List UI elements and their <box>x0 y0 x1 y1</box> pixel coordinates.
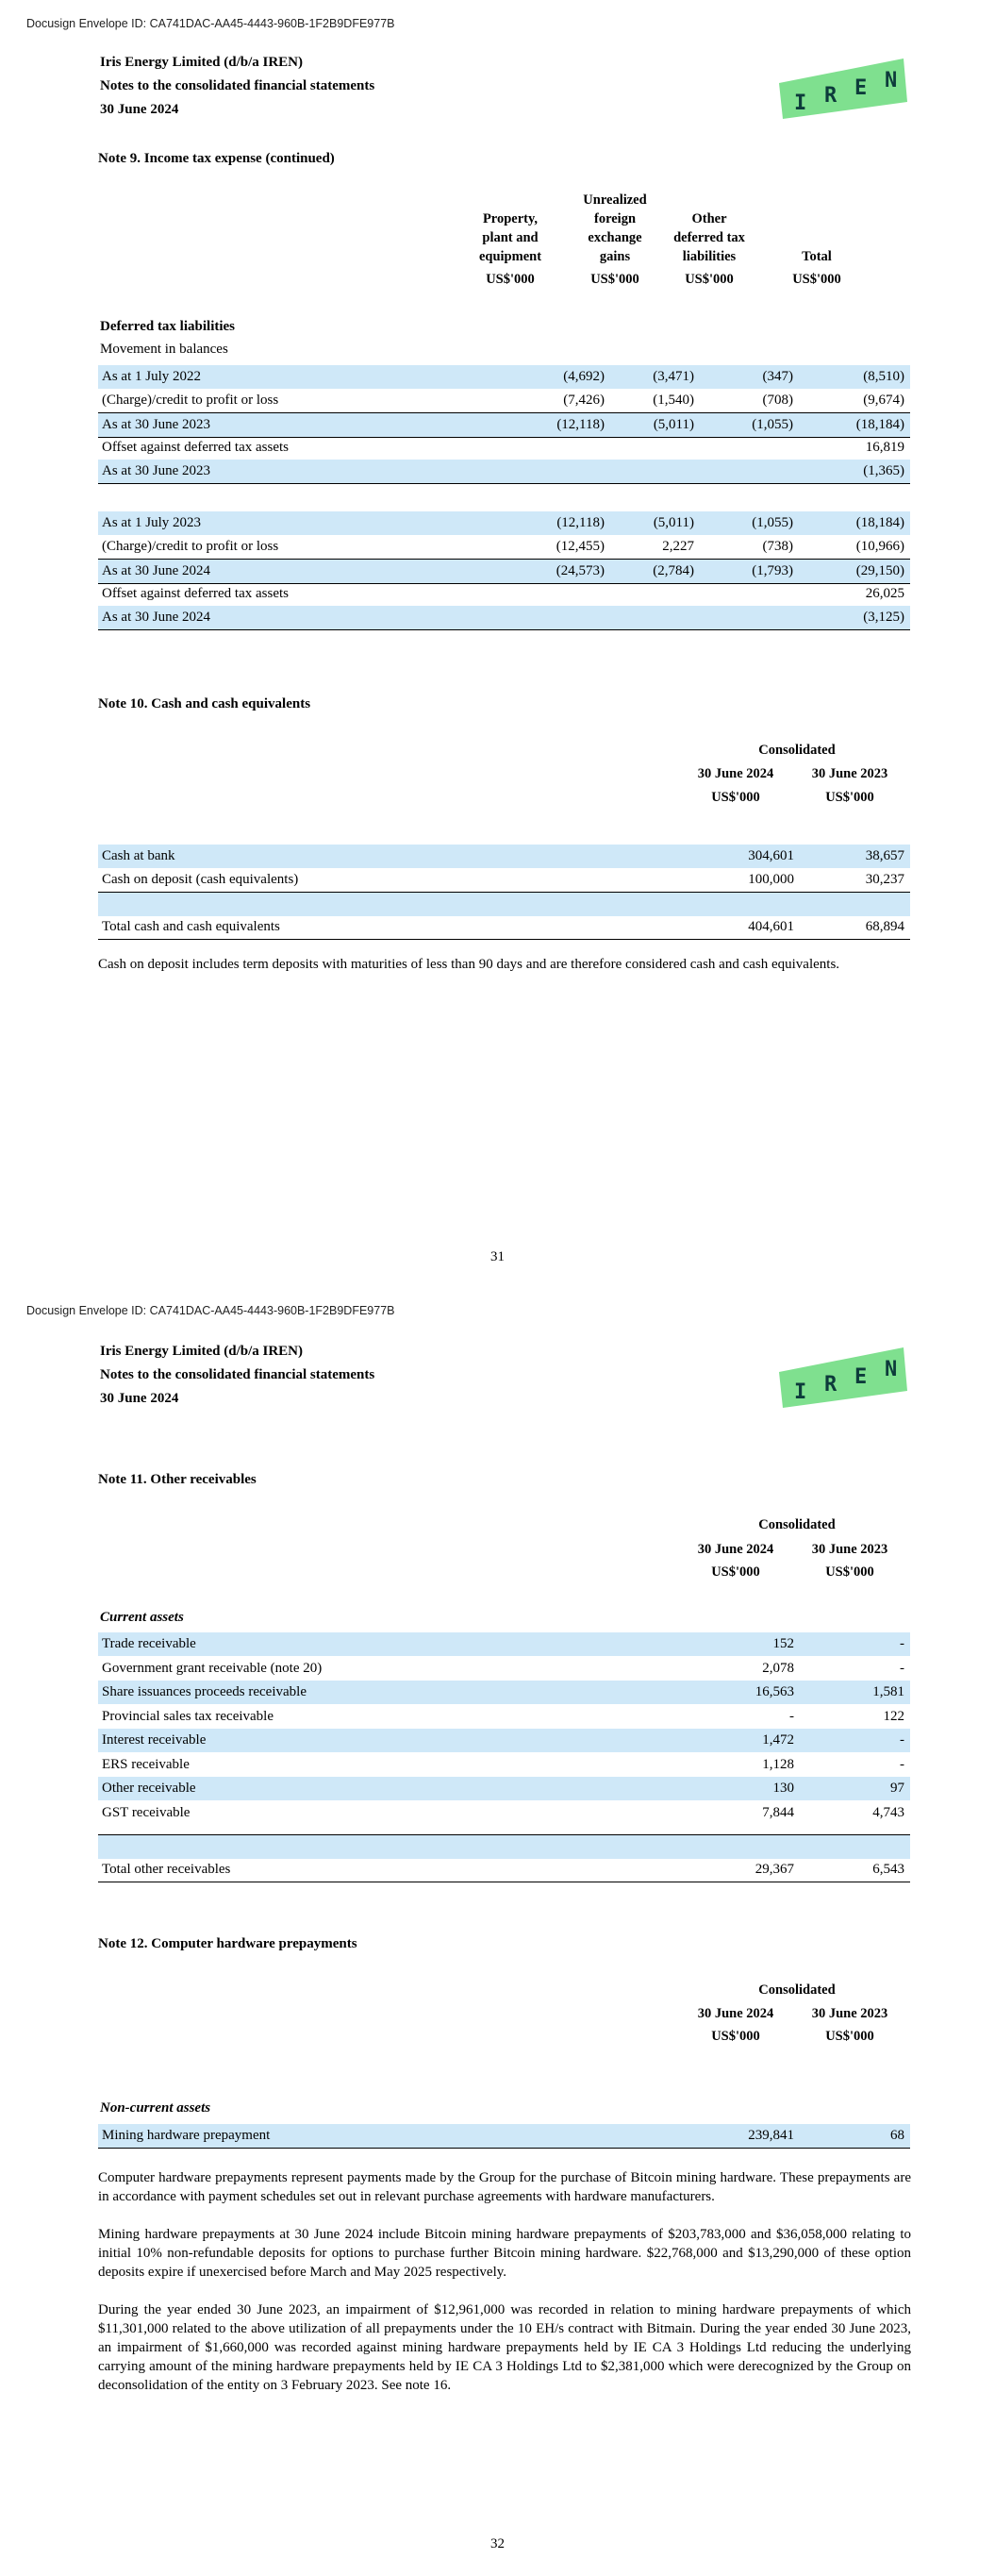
note11-row <box>98 1801 910 1825</box>
row-value: (5,011) <box>653 515 694 530</box>
spacer-band <box>98 892 910 916</box>
row-value: 1,581 <box>872 1684 904 1699</box>
row-label: As at 1 July 2022 <box>102 369 201 384</box>
col-2023-12: 30 June 2023 <box>811 2006 888 2021</box>
note9-row <box>98 460 910 484</box>
row-value: (738) <box>762 539 793 554</box>
row-label: As at 30 June 2023 <box>102 417 210 432</box>
row-value: (347) <box>762 369 793 384</box>
row-value: (1,055) <box>752 417 793 432</box>
header-date: 30 June 2024 <box>100 102 179 117</box>
row-value: 1,472 <box>762 1732 794 1748</box>
row-value: 6,543 <box>872 1862 904 1877</box>
row-value: (29,150) <box>855 563 904 578</box>
note12-paragraph-3: During the year ended 30 June 2023, an impairment of $12,961,000 was recorded in relation to mining hardware prepayments of which $11,301,000 related to the above utilization of all prepayments under the 10 EH/s contract with Bitmain. During the year ended 30 June 2023, an impairment of $1,660,000 was recorded against mining hardware prepayments held by IE CA 3 Holdings Ltd reducing the underlying carrying amount of the mining hardware prepayments held by IE CA 3 Holdings Ltd to $2,381,000 which were derecognized by the Group on deconsolidation of the entity on 3 February 2023. See note 16. <box>98 2302 911 2393</box>
note11-row <box>98 1777 910 1800</box>
row-value: (5,011) <box>653 417 694 432</box>
logo-letter: I <box>794 1380 807 1404</box>
row-value: (3,125) <box>863 610 904 625</box>
row-label: ERS receivable <box>102 1756 190 1772</box>
row-value: - <box>789 1708 794 1724</box>
col-2024: 30 June 2024 <box>697 766 774 781</box>
row-label: As at 30 June 2023 <box>102 463 210 478</box>
note9-column-header: Other deferred tax liabilities US$'000 <box>673 211 745 287</box>
row-value: 304,601 <box>748 848 794 863</box>
row-value: (9,674) <box>863 393 904 408</box>
note9-column-header: Total US$'000 <box>792 249 841 287</box>
row-value: (18,184) <box>855 515 904 530</box>
note10-title: Note 10. Cash and cash equivalents <box>98 696 311 711</box>
logo-letter: N <box>885 1358 898 1381</box>
note9-row <box>98 389 910 412</box>
row-label: (Charge)/credit to profit or loss <box>102 393 279 408</box>
note9-row <box>98 511 910 535</box>
row-value: (4,692) <box>563 369 605 384</box>
note9-row <box>98 535 910 559</box>
row-value: 16,563 <box>755 1684 794 1699</box>
row-value: 97 <box>890 1781 904 1796</box>
note12-row <box>98 2124 910 2149</box>
consolidated-label-12: Consolidated <box>758 1982 836 1998</box>
row-value: (7,426) <box>563 393 605 408</box>
note12-paragraph-2: Mining hardware prepayments at 30 June 2024 include Bitcoin mining hardware prepayments of $203,783,000 and $36,058,000 relating to initial 10% non-refundable deposits for options to purchase further Bitcoin mining hardware. $22,768,000 and $13,290,000 of these option deposits expire if unexercised before March and May 2025 respectively. <box>98 2227 911 2280</box>
row-value: (708) <box>762 393 793 408</box>
note10-footnote: Cash on deposit includes term deposits with maturities of less than 90 days and are therefore considered cash and cash equivalents. <box>98 957 840 972</box>
row-value: (12,118) <box>556 417 605 432</box>
unit-2023-11: US$'000 <box>825 1564 874 1580</box>
row-value: (1,540) <box>653 393 694 408</box>
unit-2023-12: US$'000 <box>825 2029 874 2044</box>
col-2023: 30 June 2023 <box>811 766 888 781</box>
row-value: (24,573) <box>556 563 605 578</box>
note9-row <box>98 559 910 584</box>
header-date-2: 30 June 2024 <box>100 1391 179 1406</box>
col-2024-12: 30 June 2024 <box>697 2006 774 2021</box>
note10-row <box>98 845 910 868</box>
iren-logo <box>779 55 907 119</box>
note12-section-heading: Non-current assets <box>100 2100 211 2116</box>
unit-2024-12: US$'000 <box>711 2029 760 2044</box>
row-label: Cash on deposit (cash equivalents) <box>102 872 299 887</box>
note11-row <box>98 1753 910 1777</box>
note11-row <box>98 1681 910 1704</box>
note11-total-row <box>98 1858 910 1882</box>
logo-letter: E <box>854 1365 868 1389</box>
row-label: Provincial sales tax receivable <box>102 1708 274 1724</box>
row-label: Share issuances proceeds receivable <box>102 1684 307 1699</box>
row-value: (18,184) <box>855 417 904 432</box>
row-value: 30,237 <box>865 872 904 887</box>
page-header-2 <box>100 1340 374 1411</box>
row-label: Total other receivables <box>102 1862 231 1877</box>
row-value: (1,793) <box>752 563 793 578</box>
note11-row <box>98 1729 910 1752</box>
row-value: 38,657 <box>865 848 904 863</box>
row-value: 68 <box>890 2128 904 2143</box>
row-label: Offset against deferred tax assets <box>102 440 289 455</box>
unit-2023: US$'000 <box>825 790 874 805</box>
company-name: Iris Energy Limited (d/b/a IREN) <box>100 55 304 70</box>
consolidated-label-11: Consolidated <box>758 1517 836 1532</box>
row-value: (3,471) <box>653 369 694 384</box>
spacer-band <box>98 1834 910 1859</box>
note12-paragraph-1: Computer hardware prepayments represent payments made by the Group for the purchase of Bitcoin mining hardware. These prepayments are in accordance with payment schedules set out in relevant purchase agreements with hardware manufacturers. <box>98 2170 911 2204</box>
row-label: As at 30 June 2024 <box>102 563 210 578</box>
consolidated-label: Consolidated <box>758 743 836 758</box>
logo-letter: I <box>794 92 807 115</box>
note11-title: Note 11. Other receivables <box>98 1472 257 1487</box>
page-number-32: 32 <box>490 2536 505 2551</box>
col-2024-11: 30 June 2024 <box>697 1542 774 1557</box>
row-value: - <box>900 1732 904 1748</box>
row-label: Other receivable <box>102 1781 196 1796</box>
row-value: (1,055) <box>752 515 793 530</box>
row-value: 130 <box>772 1781 794 1796</box>
note11-section-heading: Current assets <box>100 1610 184 1625</box>
row-label: Trade receivable <box>102 1636 196 1651</box>
note9-row <box>98 365 910 389</box>
logo-letter: R <box>824 84 837 108</box>
row-value: 152 <box>772 1636 794 1651</box>
note11-row <box>98 1657 910 1681</box>
unit-2024: US$'000 <box>711 790 760 805</box>
note9-column-header: Property, plant and equipment US$'000 <box>478 211 542 287</box>
page-header <box>100 51 374 122</box>
header-subtitle: Notes to the consolidated financial statements <box>100 78 375 93</box>
row-value: 29,367 <box>755 1862 794 1877</box>
logo-letter: N <box>885 69 898 92</box>
row-value: 239,841 <box>748 2128 794 2143</box>
note9-row <box>98 436 910 460</box>
note9-row <box>98 412 910 438</box>
row-label: Interest receivable <box>102 1732 207 1748</box>
row-label: (Charge)/credit to profit or loss <box>102 539 279 554</box>
logo-letter: E <box>854 76 868 100</box>
note11-row <box>98 1632 910 1656</box>
row-value: 7,844 <box>762 1804 794 1820</box>
note11-row <box>98 1705 910 1729</box>
row-label: Cash at bank <box>102 848 175 863</box>
row-value: 2,078 <box>762 1660 794 1676</box>
note9-subheading: Movement in balances <box>100 342 228 357</box>
col-2023-11: 30 June 2023 <box>811 1542 888 1557</box>
unit-2024-11: US$'000 <box>711 1564 760 1580</box>
note9-column-header: Unrealized foreign exchange gains US$'000 <box>583 192 647 287</box>
row-value: - <box>900 1636 904 1651</box>
row-value: (12,118) <box>556 515 605 530</box>
row-label: Offset against deferred tax assets <box>102 586 289 601</box>
note12-title: Note 12. Computer hardware prepayments <box>98 1936 357 1951</box>
company-name-2: Iris Energy Limited (d/b/a IREN) <box>100 1344 304 1359</box>
iren-logo-2 <box>779 1344 907 1408</box>
row-value: 68,894 <box>865 919 904 934</box>
row-label: Government grant receivable (note 20) <box>102 1660 323 1676</box>
note9-title: Note 9. Income tax expense (continued) <box>98 151 335 166</box>
note9-row <box>98 582 910 606</box>
row-value: 404,601 <box>748 919 794 934</box>
row-label: Mining hardware prepayment <box>102 2128 271 2143</box>
row-value: 122 <box>883 1708 904 1724</box>
note10-total-row <box>98 915 910 940</box>
row-label: Total cash and cash equivalents <box>102 919 280 934</box>
row-value: 2,227 <box>662 539 694 554</box>
row-value: 4,743 <box>872 1804 904 1820</box>
logo-letter: R <box>824 1373 837 1397</box>
note9-row <box>98 606 910 630</box>
row-value: 100,000 <box>748 872 794 887</box>
page-number-31: 31 <box>490 1249 505 1264</box>
note9-section-heading: Deferred tax liabilities <box>100 319 236 334</box>
row-value: - <box>900 1660 904 1676</box>
row-value: 16,819 <box>865 440 904 455</box>
row-label: As at 30 June 2024 <box>102 610 210 625</box>
header-subtitle-2: Notes to the consolidated financial statements <box>100 1367 375 1382</box>
row-label: As at 1 July 2023 <box>102 515 201 530</box>
row-value: (12,455) <box>556 539 605 554</box>
row-value: 26,025 <box>865 586 904 601</box>
note10-row <box>98 868 910 892</box>
row-value: (8,510) <box>863 369 904 384</box>
envelope-id-2: Docusign Envelope ID: CA741DAC-AA45-4443-960B-1F2B9DFE977B <box>26 1304 395 1317</box>
row-value: 1,128 <box>762 1756 794 1772</box>
row-value: (2,784) <box>653 563 694 578</box>
row-label: GST receivable <box>102 1804 191 1820</box>
row-value: (10,966) <box>855 539 904 554</box>
row-value: - <box>900 1756 904 1772</box>
row-value: (1,365) <box>863 463 904 478</box>
envelope-id: Docusign Envelope ID: CA741DAC-AA45-4443-960B-1F2B9DFE977B <box>26 17 395 30</box>
